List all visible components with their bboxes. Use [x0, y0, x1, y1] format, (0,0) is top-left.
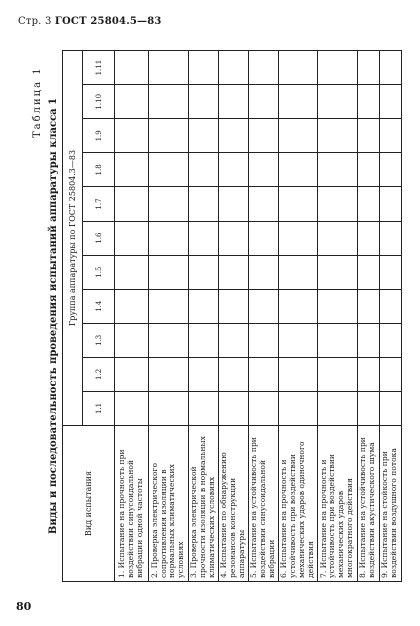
mark-cell: [248, 119, 278, 153]
mark-cell: [218, 51, 248, 85]
mark-cell: [115, 289, 149, 323]
mark-cell: [188, 357, 218, 391]
mark-cell: [149, 153, 188, 187]
mark-cell: [357, 51, 379, 85]
mark-cell: [218, 153, 248, 187]
mark-cell: [279, 119, 318, 153]
mark-cell: [318, 391, 357, 425]
mark-cell: [188, 153, 218, 187]
mark-cell: [379, 289, 401, 323]
mark-cell: [188, 119, 218, 153]
mark-cell: [248, 85, 278, 119]
mark-cell: [318, 119, 357, 153]
mark-cell: [379, 255, 401, 289]
test-name-cell: 1. Испытание на прочность при воздействии синусоидальной вибрации одной частоты: [115, 426, 149, 582]
mark-cell: [279, 187, 318, 221]
mark-cell: [115, 153, 149, 187]
mark-cell: [115, 221, 149, 255]
mark-cell: [279, 289, 318, 323]
table-row: [248, 51, 278, 582]
table-row: [218, 51, 248, 582]
mark-cell: [318, 221, 357, 255]
test-name-cell: 9. Испытание на стойкость при воздействии воздушного потока: [379, 426, 401, 582]
mark-cell: [279, 221, 318, 255]
mark-cell: [218, 85, 248, 119]
mark-cell: [357, 85, 379, 119]
standard-number: ГОСТ 25804.5—83: [54, 16, 162, 27]
mark-cell: [379, 221, 401, 255]
mark-cell: [379, 153, 401, 187]
mark-cell: [188, 289, 218, 323]
table-row: [279, 51, 318, 582]
mark-cell: [279, 323, 318, 357]
mark-cell: [357, 221, 379, 255]
mark-cell: [115, 391, 149, 425]
mark-cell: [357, 187, 379, 221]
test-name-cell: 8. Испытание на устойчивость при воздействии акустического шума: [357, 426, 379, 582]
page-header: [18, 16, 162, 27]
mark-cell: [115, 119, 149, 153]
mark-cell: [149, 289, 188, 323]
mark-cell: [318, 85, 357, 119]
group-column-header: 1.6: [83, 221, 115, 255]
mark-cell: [149, 119, 188, 153]
mark-cell: [188, 221, 218, 255]
group-column-header: 1.7: [83, 187, 115, 221]
table-row: [188, 51, 218, 582]
mark-cell: [149, 255, 188, 289]
group-header: Группа аппаратуры по ГОСТ 25804.3—83: [63, 51, 83, 426]
group-column-header: 1.10: [83, 85, 115, 119]
mark-cell: [318, 289, 357, 323]
test-name-cell: 3. Проверка электрической прочности изоляции в нормальных климатических условиях: [188, 426, 218, 582]
group-column-header: 1.8: [83, 153, 115, 187]
group-column-header: 1.3: [83, 323, 115, 357]
group-column-header: 1.9: [83, 119, 115, 153]
test-table-wrap: [62, 50, 402, 582]
mark-cell: [218, 391, 248, 425]
page-number: 80: [16, 600, 32, 613]
table-row: [149, 51, 188, 582]
mark-cell: [188, 187, 218, 221]
mark-cell: [115, 85, 149, 119]
mark-cell: [248, 289, 278, 323]
table-title: Виды и последовательность проведения испытаний аппаратуры класса 1: [48, 97, 59, 535]
test-name-cell: 7. Испытание на прочность и устойчивость при воздействии механических ударов многократного действия: [318, 426, 357, 582]
mark-cell: [279, 391, 318, 425]
mark-cell: [318, 357, 357, 391]
col-header-test-type: Вид испытания: [63, 426, 115, 582]
mark-cell: [279, 85, 318, 119]
mark-cell: [357, 391, 379, 425]
mark-cell: [188, 85, 218, 119]
test-name-cell: 2. Проверка электрического сопротивления изоляции в нормальных климатических условиях: [149, 426, 188, 582]
mark-cell: [279, 153, 318, 187]
mark-cell: [248, 357, 278, 391]
mark-cell: [218, 255, 248, 289]
test-name-cell: 6. Испытание на прочность и устойчивость при воздействии механических ударов одиночного действия: [279, 426, 318, 582]
mark-cell: [218, 357, 248, 391]
mark-cell: [357, 289, 379, 323]
test-name-cell: 4. Испытание по обнаружению резонансов конструкции аппаратуры: [218, 426, 248, 582]
mark-cell: [379, 85, 401, 119]
mark-cell: [379, 323, 401, 357]
mark-cell: [379, 357, 401, 391]
mark-cell: [188, 323, 218, 357]
mark-cell: [188, 255, 218, 289]
test-table: [62, 50, 402, 582]
mark-cell: [115, 357, 149, 391]
mark-cell: [115, 187, 149, 221]
group-column-header: 1.11: [83, 51, 115, 85]
mark-cell: [218, 187, 248, 221]
table-label: Таблица 1: [32, 66, 43, 138]
mark-cell: [248, 187, 278, 221]
test-name-cell: 5. Испытание на устойчивость при воздействии синусоидальной вибрации: [248, 426, 278, 582]
mark-cell: [379, 187, 401, 221]
mark-cell: [279, 357, 318, 391]
mark-cell: [149, 357, 188, 391]
mark-cell: [149, 221, 188, 255]
group-column-header: 1.1: [83, 391, 115, 425]
mark-cell: [218, 289, 248, 323]
mark-cell: [149, 187, 188, 221]
mark-cell: [149, 85, 188, 119]
mark-cell: [357, 153, 379, 187]
mark-cell: [149, 51, 188, 85]
mark-cell: [115, 323, 149, 357]
mark-cell: [357, 323, 379, 357]
mark-cell: [357, 255, 379, 289]
mark-cell: [188, 391, 218, 425]
mark-cell: [218, 221, 248, 255]
mark-cell: [318, 51, 357, 85]
table-row: [115, 51, 149, 582]
mark-cell: [379, 391, 401, 425]
mark-cell: [248, 153, 278, 187]
mark-cell: [188, 51, 218, 85]
mark-cell: [379, 51, 401, 85]
mark-cell: [357, 357, 379, 391]
mark-cell: [115, 255, 149, 289]
group-column-header: 1.4: [83, 289, 115, 323]
group-column-header: 1.5: [83, 255, 115, 289]
mark-cell: [318, 255, 357, 289]
group-column-header: 1.2: [83, 357, 115, 391]
table-row: [379, 51, 401, 582]
mark-cell: [248, 221, 278, 255]
mark-cell: [318, 153, 357, 187]
mark-cell: [279, 255, 318, 289]
mark-cell: [248, 255, 278, 289]
mark-cell: [115, 51, 149, 85]
mark-cell: [149, 323, 188, 357]
mark-cell: [318, 323, 357, 357]
mark-cell: [279, 51, 318, 85]
table-row: [318, 51, 357, 582]
mark-cell: [218, 119, 248, 153]
mark-cell: [218, 323, 248, 357]
mark-cell: [248, 391, 278, 425]
table-row: [357, 51, 379, 582]
mark-cell: [149, 391, 188, 425]
page-ref: Стр. 3: [18, 16, 52, 27]
rotated-table-page: [26, 42, 406, 592]
mark-cell: [318, 187, 357, 221]
mark-cell: [379, 119, 401, 153]
mark-cell: [248, 323, 278, 357]
mark-cell: [248, 51, 278, 85]
mark-cell: [357, 119, 379, 153]
